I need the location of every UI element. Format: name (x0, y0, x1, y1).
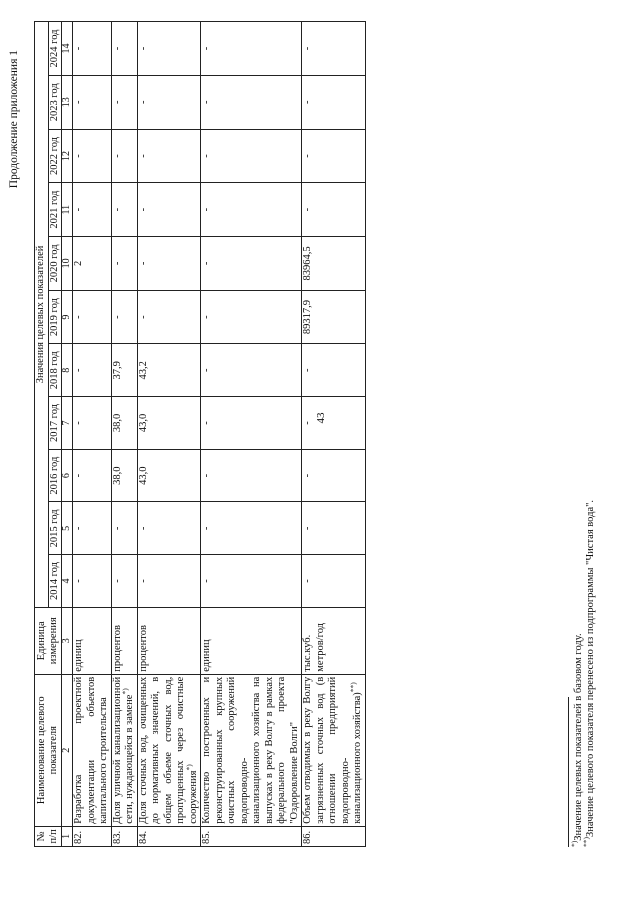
value-cell: 89317,9 (302, 290, 366, 344)
value-cell: 43,0 (137, 397, 201, 450)
row-number: 85. (201, 826, 302, 846)
value-cell: - (73, 397, 112, 450)
value-cell: - (73, 75, 112, 129)
indicator-name-text: Доля сточных вод, очищенных до нормативных значений, в общем объеме сточных вод, пропущенных через очистные сооружения (137, 676, 199, 824)
value-cell: - (302, 502, 366, 555)
value-cell: - (73, 290, 112, 344)
table-row (201, 22, 302, 847)
value-cell: - (73, 183, 112, 237)
year-header: 2015 год (48, 502, 62, 555)
value-cell: - (111, 75, 137, 129)
value-cell: - (201, 183, 302, 237)
footnotes (569, 499, 597, 847)
footnote-text: Значение целевого показателя перенесено из подпрограммы "Чистая вода". (585, 499, 596, 837)
value-cell: - (201, 237, 302, 291)
row-number: 82. (73, 826, 112, 846)
year-header: 2020 год (48, 237, 62, 291)
value-cell: - (201, 344, 302, 397)
value-cell: - (73, 22, 112, 76)
col-number: 2 (62, 674, 73, 826)
col-number: 1 (62, 826, 73, 846)
col-number: 9 (62, 290, 73, 344)
value-cell: - (73, 502, 112, 555)
col-number: 14 (62, 22, 73, 76)
value-cell: - (137, 75, 201, 129)
footnote-1 (569, 500, 585, 847)
footnote-2 (581, 499, 597, 847)
value-cell: - (73, 129, 112, 183)
column-number-row (62, 22, 73, 847)
footnote-mark: **) (581, 837, 591, 847)
col-number: 12 (62, 129, 73, 183)
col-number: 3 (62, 607, 73, 674)
indicator-name (111, 674, 137, 826)
value-cell: - (302, 22, 366, 76)
value-cell: 43,0 (137, 449, 201, 502)
continuation-title: Продолжение приложения 1 (8, 50, 20, 189)
value-cell: - (302, 183, 366, 237)
year-header: 2016 год (48, 449, 62, 502)
value-cell: - (111, 22, 137, 76)
col-number: 11 (62, 183, 73, 237)
value-cell: 38,0 (111, 397, 137, 450)
year-header: 2024 год (48, 22, 62, 76)
value-cell: - (111, 129, 137, 183)
footnote-divider (568, 697, 569, 847)
indicator-name: Разработка проектной документации объектов капитального строительства (73, 674, 112, 826)
value-cell: - (137, 22, 201, 76)
year-header: 2022 год (48, 129, 62, 183)
year-header: 2014 год (48, 555, 62, 608)
value-cell: - (302, 75, 366, 129)
unit-header: Единица измерения (35, 607, 62, 674)
num-header: № п/п (35, 826, 62, 846)
indicator-name (302, 674, 366, 826)
value-cell: - (201, 22, 302, 76)
footnote-text: Значение целевых показателей в базовом году. (573, 633, 584, 841)
value-cell: - (137, 290, 201, 344)
footnote-mark: *) (120, 688, 130, 695)
indicator-name-text: Объем отводимых в реку Волгу загрязненных сточных вод (в отношении предприятий водопроводно-канализационного хозяйства) (302, 676, 363, 824)
col-number: 13 (62, 75, 73, 129)
value-cell: - (111, 290, 137, 344)
col-number: 7 (62, 397, 73, 450)
value-cell: 37,9 (111, 344, 137, 397)
value-cell: - (201, 129, 302, 183)
value-cell: 2 (73, 237, 112, 291)
year-header: 2018 год (48, 344, 62, 397)
year-header: 2019 год (48, 290, 62, 344)
indicator-unit: тыс.куб. метров/год (302, 607, 366, 674)
value-cell: - (302, 344, 366, 397)
value-cell: - (111, 237, 137, 291)
indicator-name (137, 674, 201, 826)
value-cell: - (137, 237, 201, 291)
value-cell: - (111, 555, 137, 608)
value-cell: - (201, 290, 302, 344)
value-cell: - (111, 183, 137, 237)
footnote-mark: **) (348, 682, 358, 693)
value-cell: - (302, 397, 366, 450)
col-number: 8 (62, 344, 73, 397)
value-cell: - (302, 555, 366, 608)
page-number: 43 (315, 412, 327, 424)
values-header: Значения целевых показателей (35, 22, 49, 608)
header-row-1 (35, 22, 49, 847)
value-cell: - (137, 129, 201, 183)
col-number: 5 (62, 502, 73, 555)
value-cell: - (201, 397, 302, 450)
table-row (302, 22, 366, 847)
value-cell: - (73, 449, 112, 502)
row-number: 84. (137, 826, 201, 846)
indicator-unit: процентов (137, 607, 201, 674)
indicator-unit: процентов (111, 607, 137, 674)
col-number: 4 (62, 555, 73, 608)
value-cell: 38,0 (111, 449, 137, 502)
indicator-name: Количество построенных и реконструированных крупных очистных сооружений водопроводно-канализационного хозяйства на выпусках в реку Волгу в рамках федерального проекта "Оздоровление Волги" (201, 674, 302, 826)
year-header: 2021 год (48, 183, 62, 237)
indicators-table (34, 21, 366, 847)
value-cell: - (73, 555, 112, 608)
value-cell: - (73, 344, 112, 397)
value-cell: - (137, 183, 201, 237)
value-cell: 83964,5 (302, 237, 366, 291)
row-number: 83. (111, 826, 137, 846)
indicator-unit: единиц (73, 607, 112, 674)
value-cell: 43,2 (137, 344, 201, 397)
year-header: 2017 год (48, 397, 62, 450)
value-cell: - (137, 555, 201, 608)
col-number: 10 (62, 237, 73, 291)
value-cell: - (302, 129, 366, 183)
indicator-name-text: Доля уличной канализационной сети, нуждающейся в замене (111, 676, 135, 824)
value-cell: - (201, 449, 302, 502)
year-header: 2023 год (48, 75, 62, 129)
table-row (73, 22, 112, 847)
table-row (137, 22, 201, 847)
indicator-unit: единиц (201, 607, 302, 674)
value-cell: - (137, 502, 201, 555)
value-cell: - (302, 449, 366, 502)
name-header: Наименование целевого показателя (35, 674, 62, 826)
col-number: 6 (62, 449, 73, 502)
table-row (111, 22, 137, 847)
footnote-mark: *) (569, 840, 579, 847)
row-number: 86. (302, 826, 366, 846)
value-cell: - (201, 502, 302, 555)
value-cell: - (201, 75, 302, 129)
value-cell: - (201, 555, 302, 608)
value-cell: - (111, 502, 137, 555)
footnote-mark: *) (184, 764, 193, 771)
